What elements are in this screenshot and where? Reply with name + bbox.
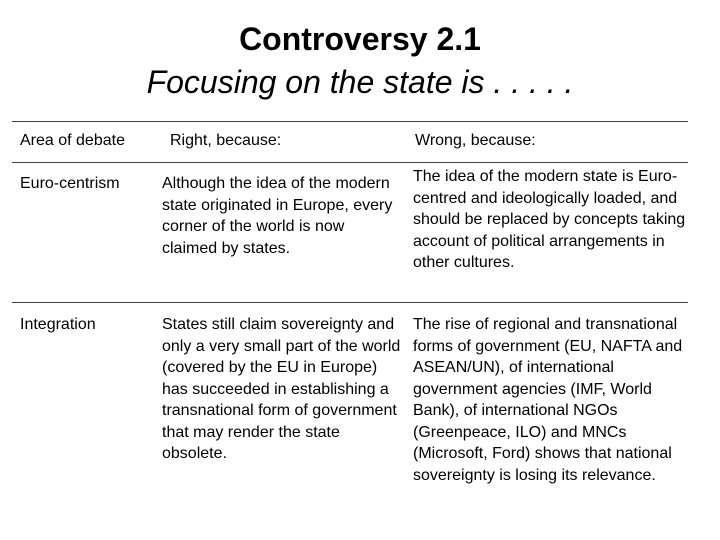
row-area-cell: Integration — [20, 316, 96, 333]
row-right-cell: States still claim sovereignty and only a very small part of the world (covered by the EU in Europe) has succeeded in establishing a transnational form of government that may render the state obsolete. — [162, 316, 401, 462]
page-title: Controversy 2.1 — [239, 21, 481, 57]
row-wrong-cell: The idea of the modern state is Euro-centred and ideologically loaded, and should be replaced by concepts taking account of political arrangements in other cultures. — [413, 168, 686, 271]
row-right-cell: Although the idea of the modern state originated in Europe, every corner of the world is now claimed by states. — [162, 175, 393, 257]
header-rule — [12, 162, 688, 163]
row-separator-rule — [12, 302, 688, 303]
header-area-of-debate: Area of debate — [20, 132, 125, 149]
row-wrong-cell: The rise of regional and transnational forms of government (EU, NAFTA and ASEAN/UN), of international government agencies (IMF, World Bank), of international NGOs (Greenpeace, ILO) and MNCs (Microsoft, Ford) shows that national sovereignty is losing its relevance. — [413, 316, 683, 484]
header-wrong-because: Wrong, because: — [415, 132, 536, 149]
page-subtitle: Focusing on the state is . . . . . — [146, 64, 574, 100]
row-area-cell: Euro-centrism — [20, 175, 120, 192]
header-right-because: Right, because: — [170, 132, 282, 149]
top-rule — [12, 121, 688, 122]
